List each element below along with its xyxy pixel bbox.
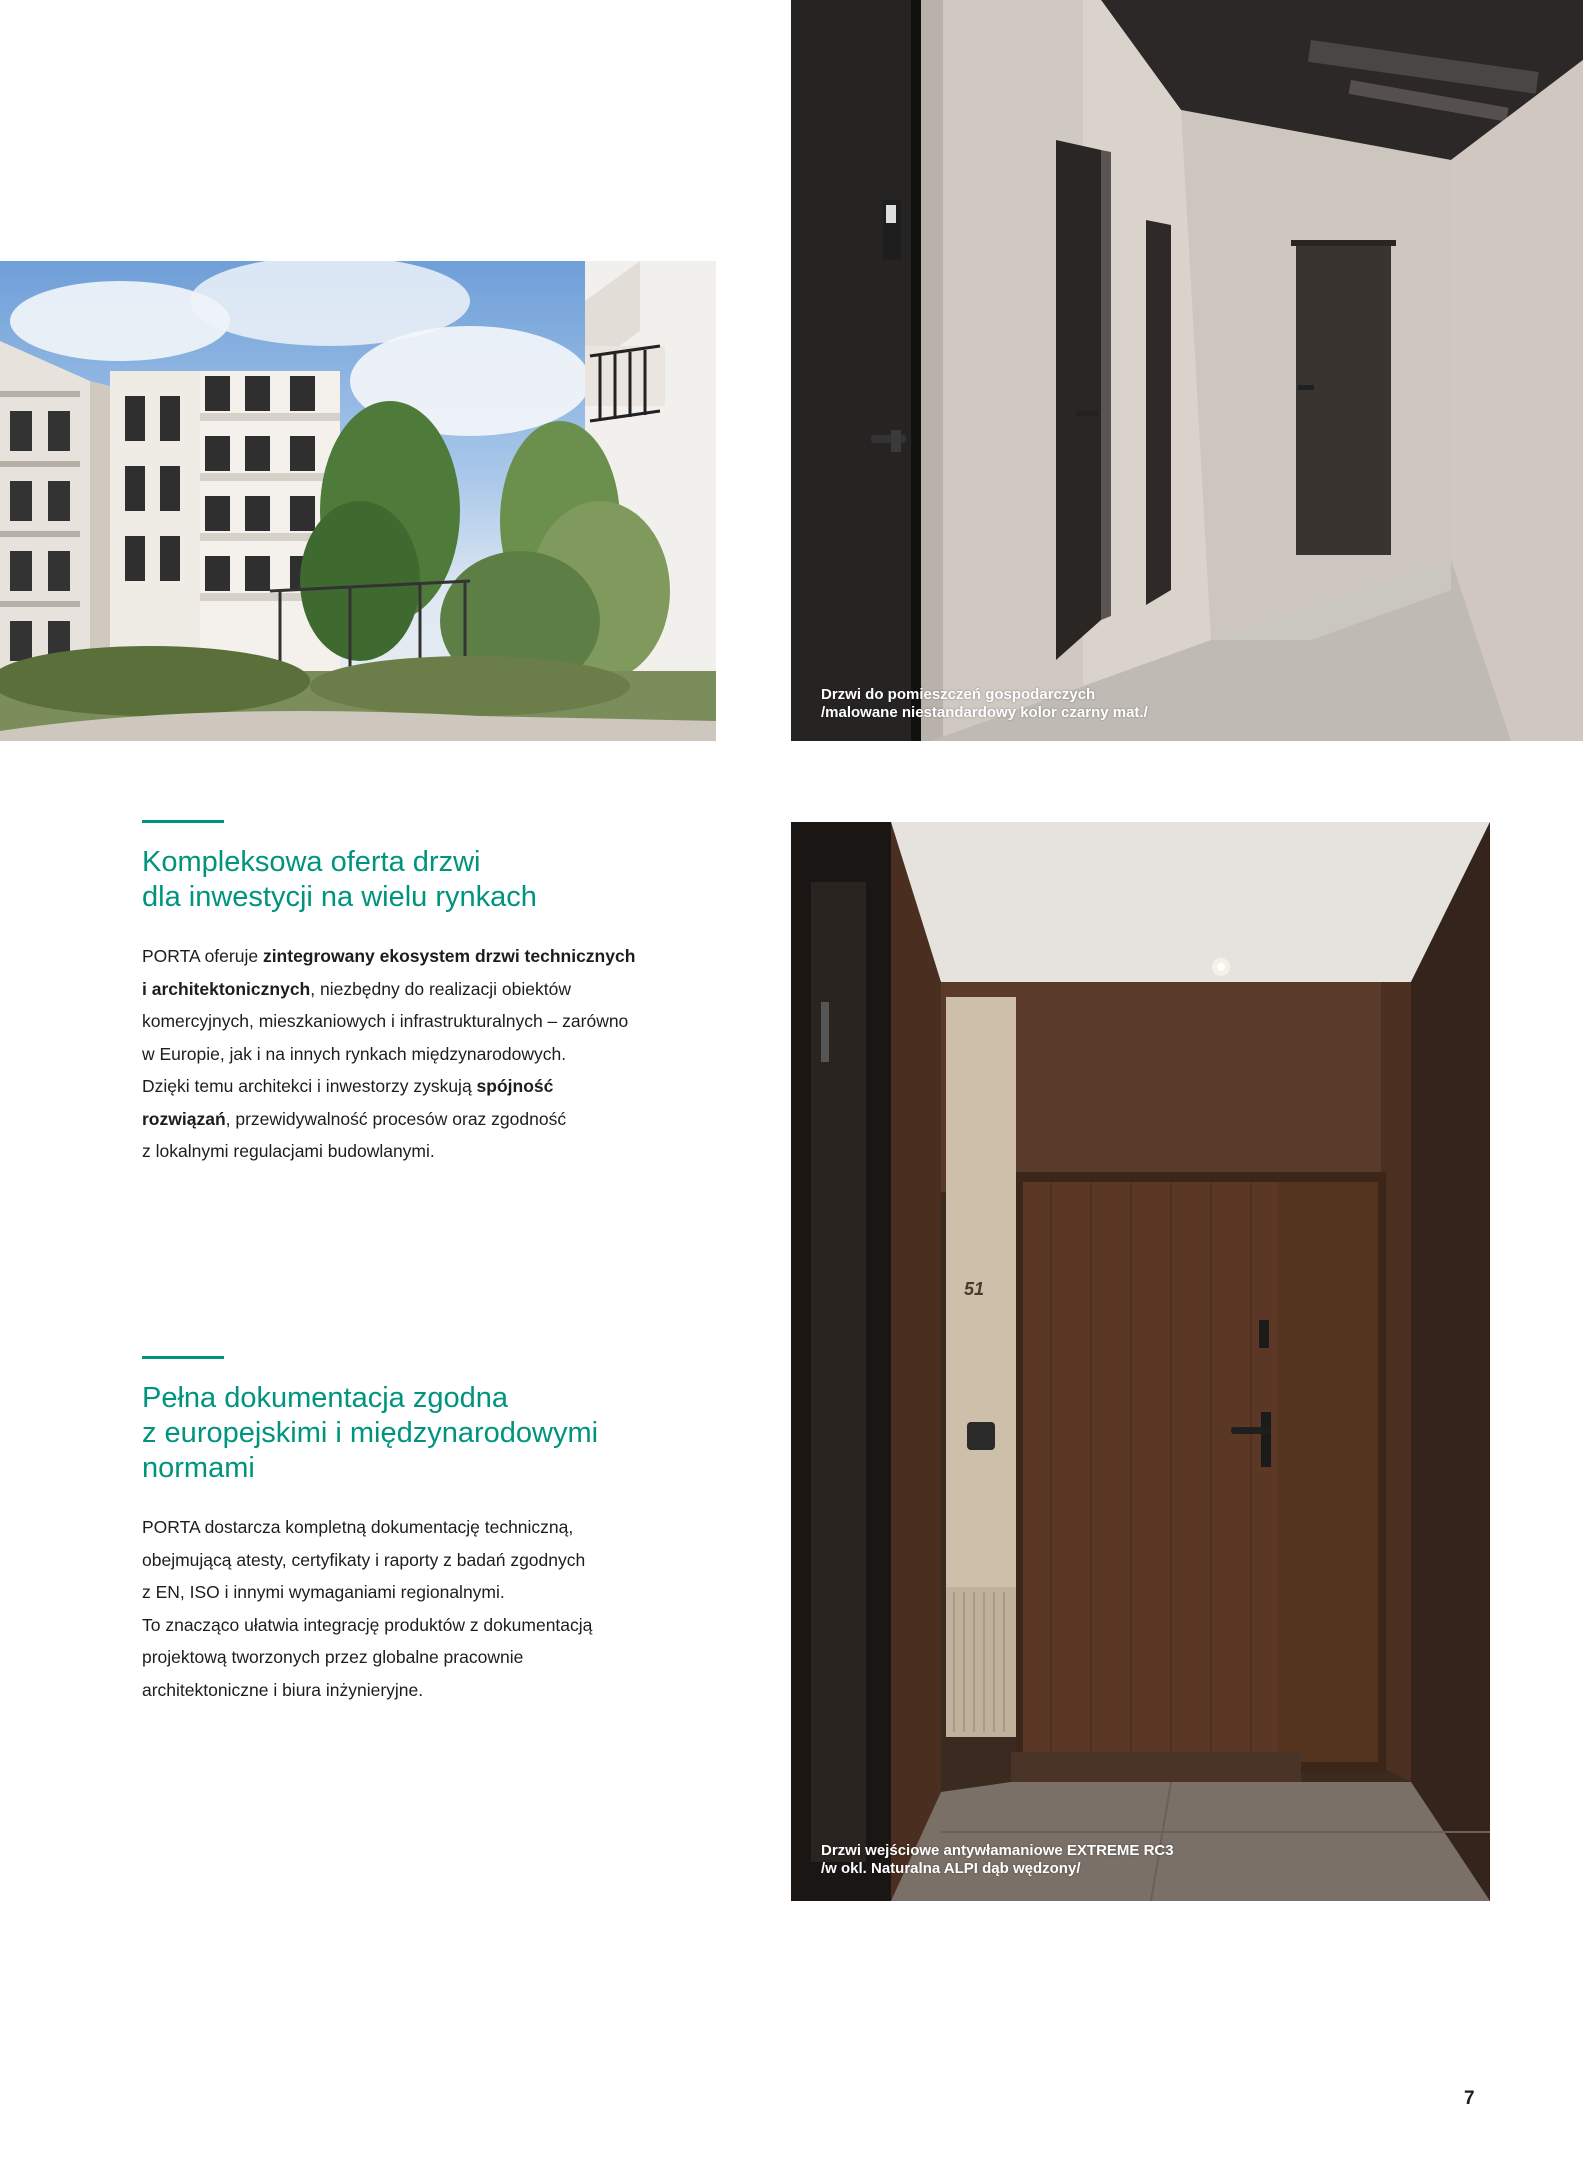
section1-body-line — [142, 1005, 635, 1038]
section2-accent-rule — [142, 1356, 224, 1359]
corridor-caption-line2: /malowane niestandardowy kolor czarny mat./ — [821, 704, 1148, 721]
section2-body-line — [142, 1511, 592, 1544]
corridor-photo-caption — [821, 686, 1148, 722]
text-run: obejmującą atesty, certyfikaty i raporty z badań zgodnych — [142, 1549, 586, 1570]
text-run: architektoniczne i biura inżynieryjne. — [142, 1679, 424, 1700]
text-run: PORTA dostarcza kompletną dokumentację techniczną, — [142, 1517, 574, 1537]
text-run: z EN, ISO i innymi wymaganiami regionalnymi. — [142, 1582, 505, 1602]
section2-body-line — [142, 1609, 592, 1642]
bold-text-run: i architektonicznych — [142, 978, 311, 999]
corridor-caption-line1: Drzwi do pomieszczeń gospodarczych — [821, 686, 1096, 703]
text-run: To znacząco ułatwia integrację produktów z dokumentacją — [142, 1614, 593, 1635]
text-run: z lokalnymi regulacjami budowlanymi. — [142, 1141, 435, 1161]
photo-apartment-buildings — [0, 261, 716, 741]
bold-text-run: spójność — [476, 1076, 554, 1096]
photo-entrance-door — [791, 822, 1490, 1901]
section2-body-line — [142, 1576, 592, 1609]
section2-heading-line2: z europejskimi i międzynarodowymi — [142, 1417, 599, 1449]
photo-corridor-doors — [791, 0, 1583, 741]
text-run: , przewidywalność procesów oraz zgodność — [225, 1108, 567, 1129]
section2-body-line — [142, 1544, 592, 1577]
apartment-number-sign: 51 — [964, 1279, 985, 1299]
section1-body-line — [142, 1135, 635, 1168]
section2-body-text — [142, 1511, 592, 1706]
section2-heading — [142, 1381, 598, 1486]
door-caption-line1: Drzwi wejściowe antywłamaniowe EXTREME RC3 — [821, 1842, 1174, 1859]
section1-body-line — [142, 1070, 635, 1103]
section1-heading-line1: Kompleksowa oferta drzwi — [142, 846, 481, 878]
text-run: w Europie, jak i na innych rynkach międzynarodowych. — [142, 1043, 567, 1064]
section2-heading-line1: Pełna dokumentacja zgodna — [142, 1382, 508, 1414]
section1-heading-line2: dla inwestycji na wielu rynkach — [142, 881, 537, 913]
text-run: PORTA oferuje — [142, 946, 263, 966]
page-number: 7 — [1464, 2088, 1475, 2109]
section1-accent-rule — [142, 820, 224, 823]
bold-text-run: rozwiązań — [142, 1108, 226, 1129]
section1-heading — [142, 845, 537, 915]
section1-body-line — [142, 973, 635, 1006]
section2-body-line — [142, 1674, 592, 1707]
text-run: , niezbędny do realizacji obiektów — [310, 978, 571, 999]
section2-body-line — [142, 1641, 592, 1674]
section1-body-line — [142, 1103, 635, 1136]
section1-body-text — [142, 940, 635, 1168]
text-run: projektową tworzonych przez globalne pracownie — [142, 1647, 524, 1667]
bold-text-run: zintegrowany ekosystem drzwi technicznych — [262, 946, 636, 966]
section1-body-line — [142, 940, 635, 973]
door-photo-caption — [821, 1842, 1174, 1878]
door-caption-line2: /w okl. Naturalna ALPI dąb wędzony/ — [821, 1860, 1081, 1877]
section2-heading-line3: normami — [142, 1452, 255, 1484]
text-run: Dzięki temu architekci i inwestorzy zyskują — [142, 1076, 477, 1096]
text-run: komercyjnych, mieszkaniowych i infrastrukturalnych – zarówno — [142, 1011, 629, 1031]
section1-body-line — [142, 1038, 635, 1071]
